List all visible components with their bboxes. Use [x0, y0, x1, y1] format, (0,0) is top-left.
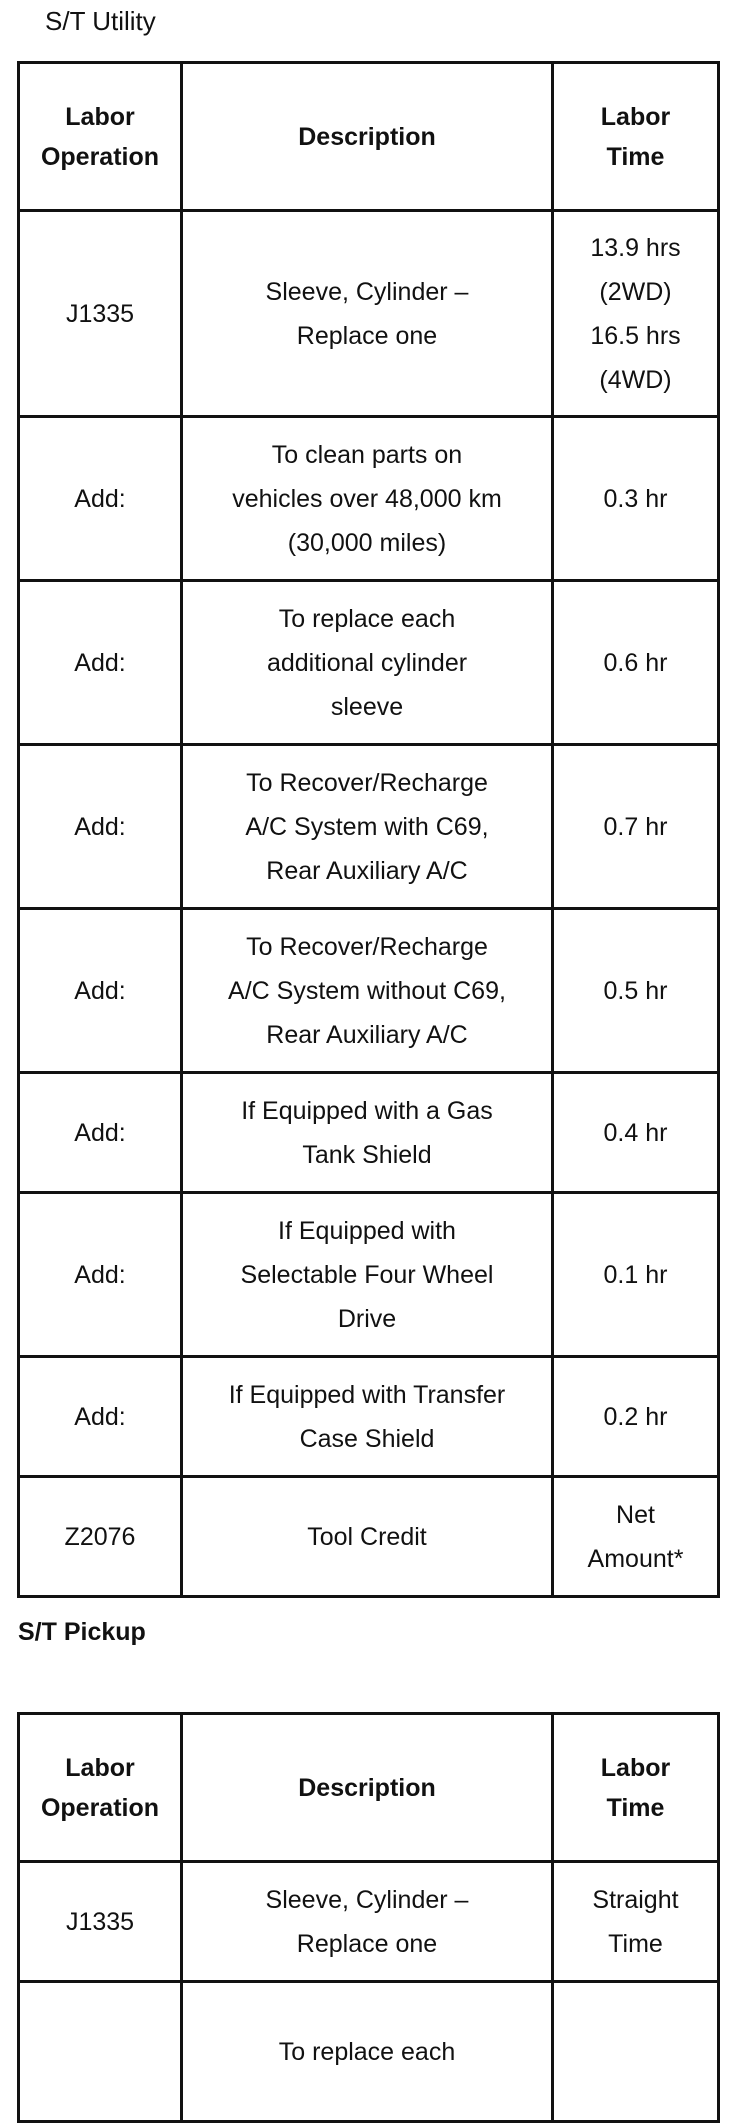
labor-time-line: (4WD) — [599, 365, 672, 394]
header-description: Description — [182, 1714, 553, 1862]
header-labor-operation: Labor Operation — [19, 1714, 182, 1862]
labor-time-line: Straight — [592, 1885, 679, 1914]
description-line: To replace each — [278, 604, 456, 633]
description-line: Replace one — [296, 321, 438, 350]
description-line: Case Shield — [299, 1424, 435, 1453]
labor-operation-cell: J1335 — [19, 211, 182, 417]
labor-time-line: 0.7 hr — [603, 812, 668, 841]
labor-operation-cell: Add: — [19, 581, 182, 745]
description-line: vehicles over 48,000 km — [232, 484, 502, 513]
description-line: To Recover/Recharge — [246, 932, 488, 961]
labor-time-line: 0.3 hr — [603, 484, 668, 513]
labor-time-cell — [553, 211, 719, 417]
labor-time-cell — [553, 909, 719, 1073]
labor-table-pickup — [17, 1712, 720, 2123]
description-cell — [182, 1357, 553, 1477]
description-line: To clean parts on — [271, 440, 463, 469]
table-row — [19, 211, 719, 417]
labor-time-cell — [553, 1073, 719, 1193]
labor-time-cell — [553, 581, 719, 745]
table-row — [19, 1073, 719, 1193]
description-cell — [182, 1862, 553, 1982]
labor-time-line: 16.5 hrs — [590, 321, 681, 350]
section-title-utility: S/T Utility — [45, 6, 156, 36]
labor-operation-cell: Add: — [19, 909, 182, 1073]
table-row — [19, 1193, 719, 1357]
description-cell — [182, 1073, 553, 1193]
description-cell — [182, 1193, 553, 1357]
description-cell — [182, 581, 553, 745]
description-line: Sleeve, Cylinder – — [265, 1885, 469, 1914]
table-row — [19, 745, 719, 909]
description-line: To Recover/Recharge — [246, 768, 488, 797]
description-line: A/C System with C69, — [245, 812, 489, 841]
description-line: sleeve — [330, 692, 404, 721]
labor-time-line: Net — [616, 1500, 655, 1529]
description-line: Tank Shield — [302, 1140, 432, 1169]
description-line: Sleeve, Cylinder – — [265, 277, 469, 306]
labor-time-line: Time — [608, 1929, 663, 1958]
labor-time-cell — [553, 1477, 719, 1597]
description-line: Rear Auxiliary A/C — [266, 856, 468, 885]
labor-operation-cell: Add: — [19, 1193, 182, 1357]
table-row — [19, 417, 719, 581]
description-line: Rear Auxiliary A/C — [266, 1020, 468, 1049]
labor-time-line: 0.1 hr — [603, 1260, 668, 1289]
section-title-pickup: S/T Pickup — [18, 1618, 146, 1646]
description-line: To replace each — [278, 2037, 456, 2066]
description-line: Tool Credit — [307, 1522, 427, 1551]
labor-time-line: 0.2 hr — [603, 1402, 668, 1431]
table-row — [19, 581, 719, 745]
table-row — [19, 1862, 719, 1982]
labor-operation-cell: Add: — [19, 1073, 182, 1193]
description-line: Selectable Four Wheel — [240, 1260, 494, 1289]
labor-time-cell — [553, 417, 719, 581]
labor-operation-cell — [19, 1982, 182, 2122]
labor-operation-cell: Add: — [19, 417, 182, 581]
labor-time-cell — [553, 1193, 719, 1357]
description-cell — [182, 417, 553, 581]
header-labor-operation: Labor Operation — [19, 63, 182, 211]
description-line: If Equipped with — [278, 1216, 456, 1245]
labor-operation-cell: Add: — [19, 745, 182, 909]
labor-time-line: 0.4 hr — [603, 1118, 668, 1147]
description-line: Replace one — [296, 1929, 438, 1958]
description-cell — [182, 909, 553, 1073]
description-line: (30,000 miles) — [287, 528, 447, 557]
labor-time-line: 0.5 hr — [603, 976, 668, 1005]
labor-time-line: 0.6 hr — [603, 648, 668, 677]
labor-time-cell — [553, 1862, 719, 1982]
description-line: If Equipped with Transfer — [228, 1380, 506, 1409]
labor-time-cell — [553, 1357, 719, 1477]
table-row — [19, 909, 719, 1073]
header-labor-time: Labor Time — [553, 1714, 719, 1862]
labor-operation-cell: J1335 — [19, 1862, 182, 1982]
header-description: Description — [182, 63, 553, 211]
table-header-row — [19, 1714, 719, 1862]
description-cell — [182, 1477, 553, 1597]
labor-operation-cell: Add: — [19, 1357, 182, 1477]
description-line: If Equipped with a Gas — [241, 1096, 493, 1125]
labor-time-line: Amount* — [587, 1544, 684, 1573]
labor-time-cell — [553, 1982, 719, 2122]
description-line: additional cylinder — [266, 648, 468, 677]
description-line: A/C System without C69, — [228, 976, 506, 1005]
table-row — [19, 1357, 719, 1477]
header-labor-time: Labor Time — [553, 63, 719, 211]
table-row — [19, 1982, 719, 2122]
labor-time-line: (2WD) — [599, 277, 672, 306]
table-row — [19, 1477, 719, 1597]
labor-time-line: 13.9 hrs — [590, 233, 681, 262]
labor-operation-cell: Z2076 — [19, 1477, 182, 1597]
labor-table-utility — [17, 61, 720, 1598]
description-cell — [182, 211, 553, 417]
description-line: Drive — [337, 1304, 397, 1333]
labor-time-cell — [553, 745, 719, 909]
table-header-row — [19, 63, 719, 211]
description-cell — [182, 745, 553, 909]
description-cell — [182, 1982, 553, 2122]
